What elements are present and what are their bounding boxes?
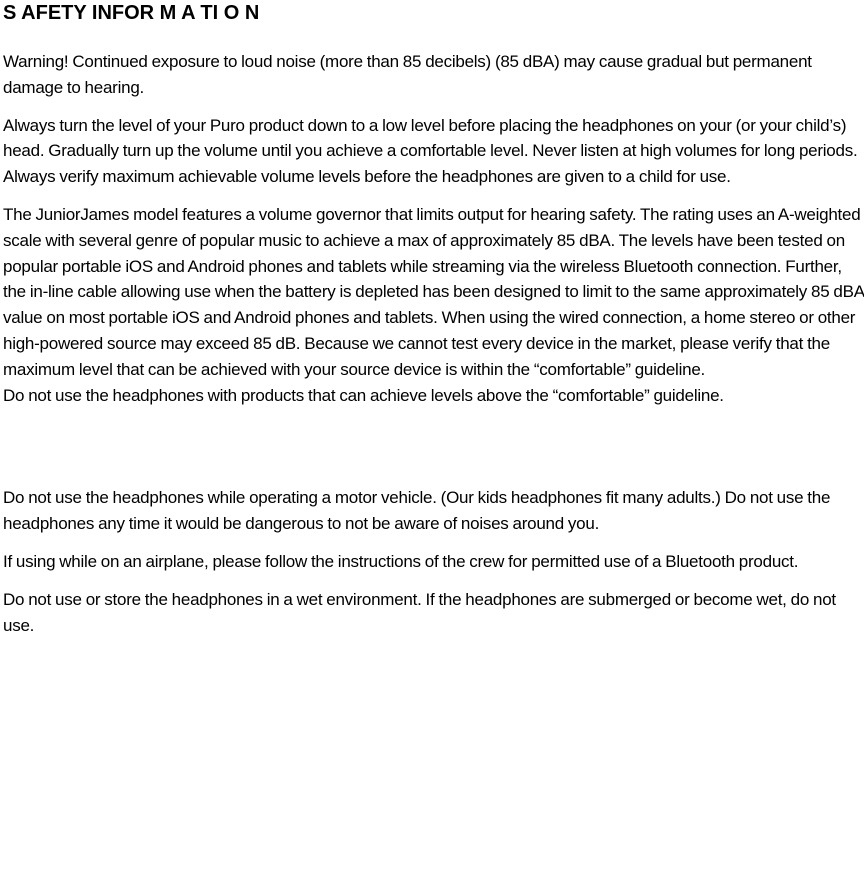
paragraph-spacer — [3, 408, 864, 485]
airplane-paragraph: If using while on an airplane, please follow the instructions of the crew for permitted use of a Bluetooth product. — [3, 551, 799, 571]
document-page — [3, 0, 864, 638]
warning-paragraph: Warning! Continued exposure to loud noise (more than 85 decibels) (85 dBA) may cause gradual but permanent damage to hearing. — [3, 52, 812, 97]
volume-guidance-paragraph: Always turn the level of your Puro product down to a low level before placing the headphones on your (or your child’s) head. Gradually turn up the volume until you achieve a comfortable level. Never listen at high volumes for long periods. Always verify maximum achievable volume levels before the headphones are given to a child for use. — [3, 115, 858, 187]
page-title: S AFETY INFOR M A TI O N — [3, 2, 260, 24]
comfortable-guideline-paragraph: Do not use the headphones with products that can achieve levels above the “comfortable” guideline. — [3, 385, 724, 405]
motor-vehicle-paragraph: Do not use the headphones while operating a motor vehicle. (Our kids headphones fit many adults.) Do not use the headphones any time it would be dangerous to not be aware of noises around you. — [3, 488, 831, 534]
volume-governor-paragraph: The JuniorJames model features a volume governor that limits output for hearing safety. The rating uses an A-weighted scale with several genre of popular music to achieve a max of approximately 85 dBA. The levels have been tested on popular portable iOS and Android phones and tablets while streaming via the wireless Bluetooth connection. Further, the in-line cable allowing use when the battery is depleted has been designed to limit to the same approximately 85 dBA value on most portable iOS and Android phones and tablets. When using the wired connection, a home stereo or other high-powered source may exceed 85 dB. Because we cannot test every device in the market, please verify that the maximum level that can be achieved with your source device is within the “comfortable” guideline. — [3, 204, 864, 379]
wet-environment-paragraph: Do not use or store the headphones in a wet environment. If the headphones are submerged or become wet, do not use. — [3, 589, 836, 635]
